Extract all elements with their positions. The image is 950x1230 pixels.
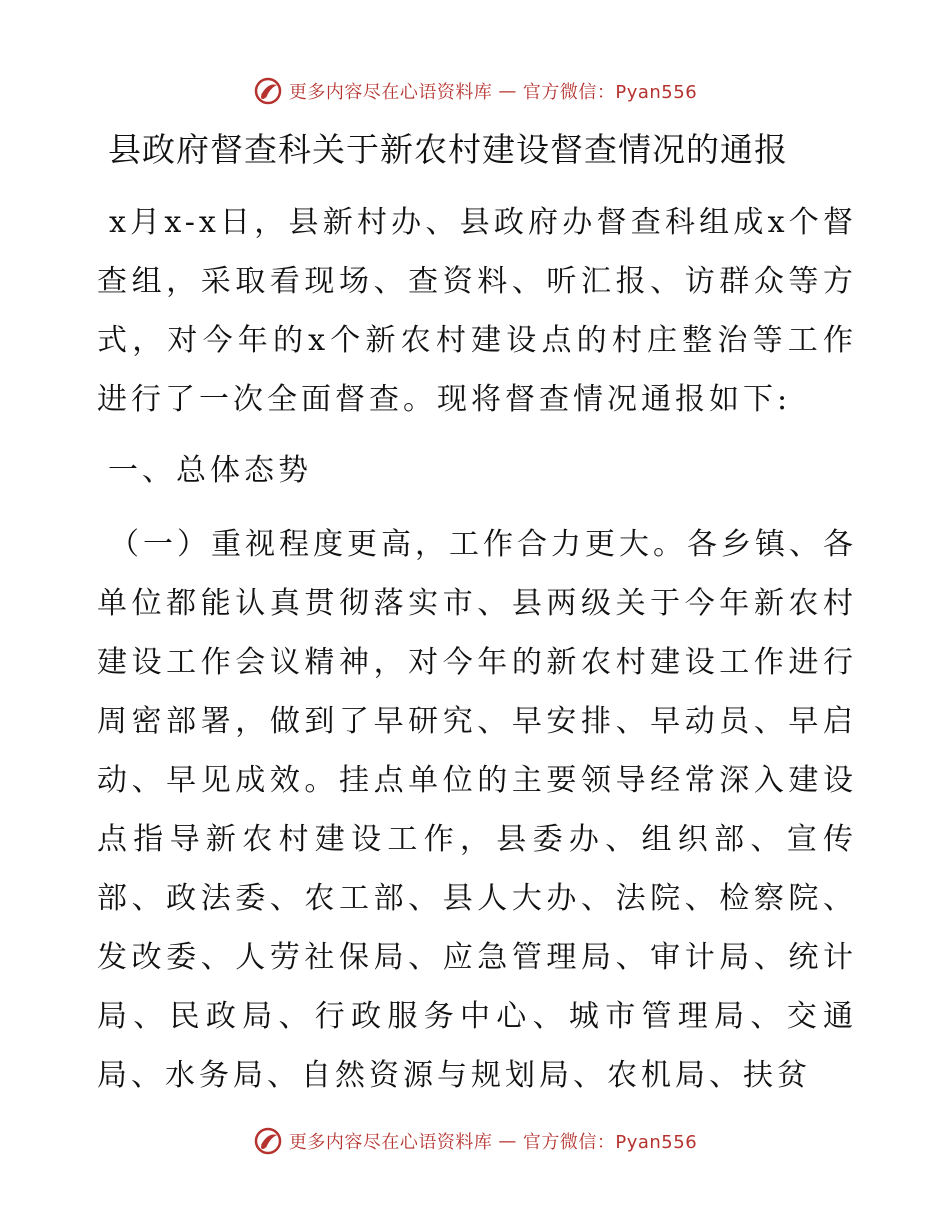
watermark-header bbox=[0, 76, 950, 106]
watermark-library-name: 更多内容尽在心语资料库 bbox=[288, 82, 493, 103]
library-logo-icon bbox=[253, 1126, 283, 1156]
watermark-wechat-account: 官方微信：Pyan556 bbox=[522, 82, 698, 103]
watermark-separator: — bbox=[498, 80, 517, 102]
section-heading-overall: 一、总体态势 bbox=[108, 453, 312, 488]
intro-paragraph: x月x-x日，县新村办、县政府办督查科组成x个督查组，采取看现场、查资料、听汇报、访群众等方式，对今年的x个新农村建设点的村庄整治等工作进行了一次全面督查。现将督查情况通报如下: bbox=[97, 205, 857, 417]
library-logo-icon bbox=[253, 76, 283, 106]
watermark-library-name: 更多内容尽在心语资料库 bbox=[288, 1132, 493, 1153]
watermark-footer bbox=[0, 1126, 950, 1156]
document-title: 县政府督查科关于新农村建设督查情况的通报 bbox=[108, 130, 788, 169]
watermark-wechat-account: 官方微信：Pyan556 bbox=[522, 1132, 698, 1153]
watermark-separator: — bbox=[498, 1130, 517, 1152]
section-paragraph-1: （一）重视程度更高，工作合力更大。各乡镇、各单位都能认真贯彻落实市、县两级关于今年新农村建设工作会议精神，对今年的新农村建设工作进行周密部署，做到了早研究、早安排、早动员、早启动、早见成效。挂点单位的主要领导经常深入建设点指导新农村建设工作，县委办、组织部、宣传部、政法委、农工部、县人大办、法院、检察院、发改委、人劳社保局、应急管理局、审计局、统计局、民政局、行政服务中心、城市管理局、交通局、水务局、自然资源与规划局、农机局、扶贫 bbox=[97, 527, 857, 1093]
